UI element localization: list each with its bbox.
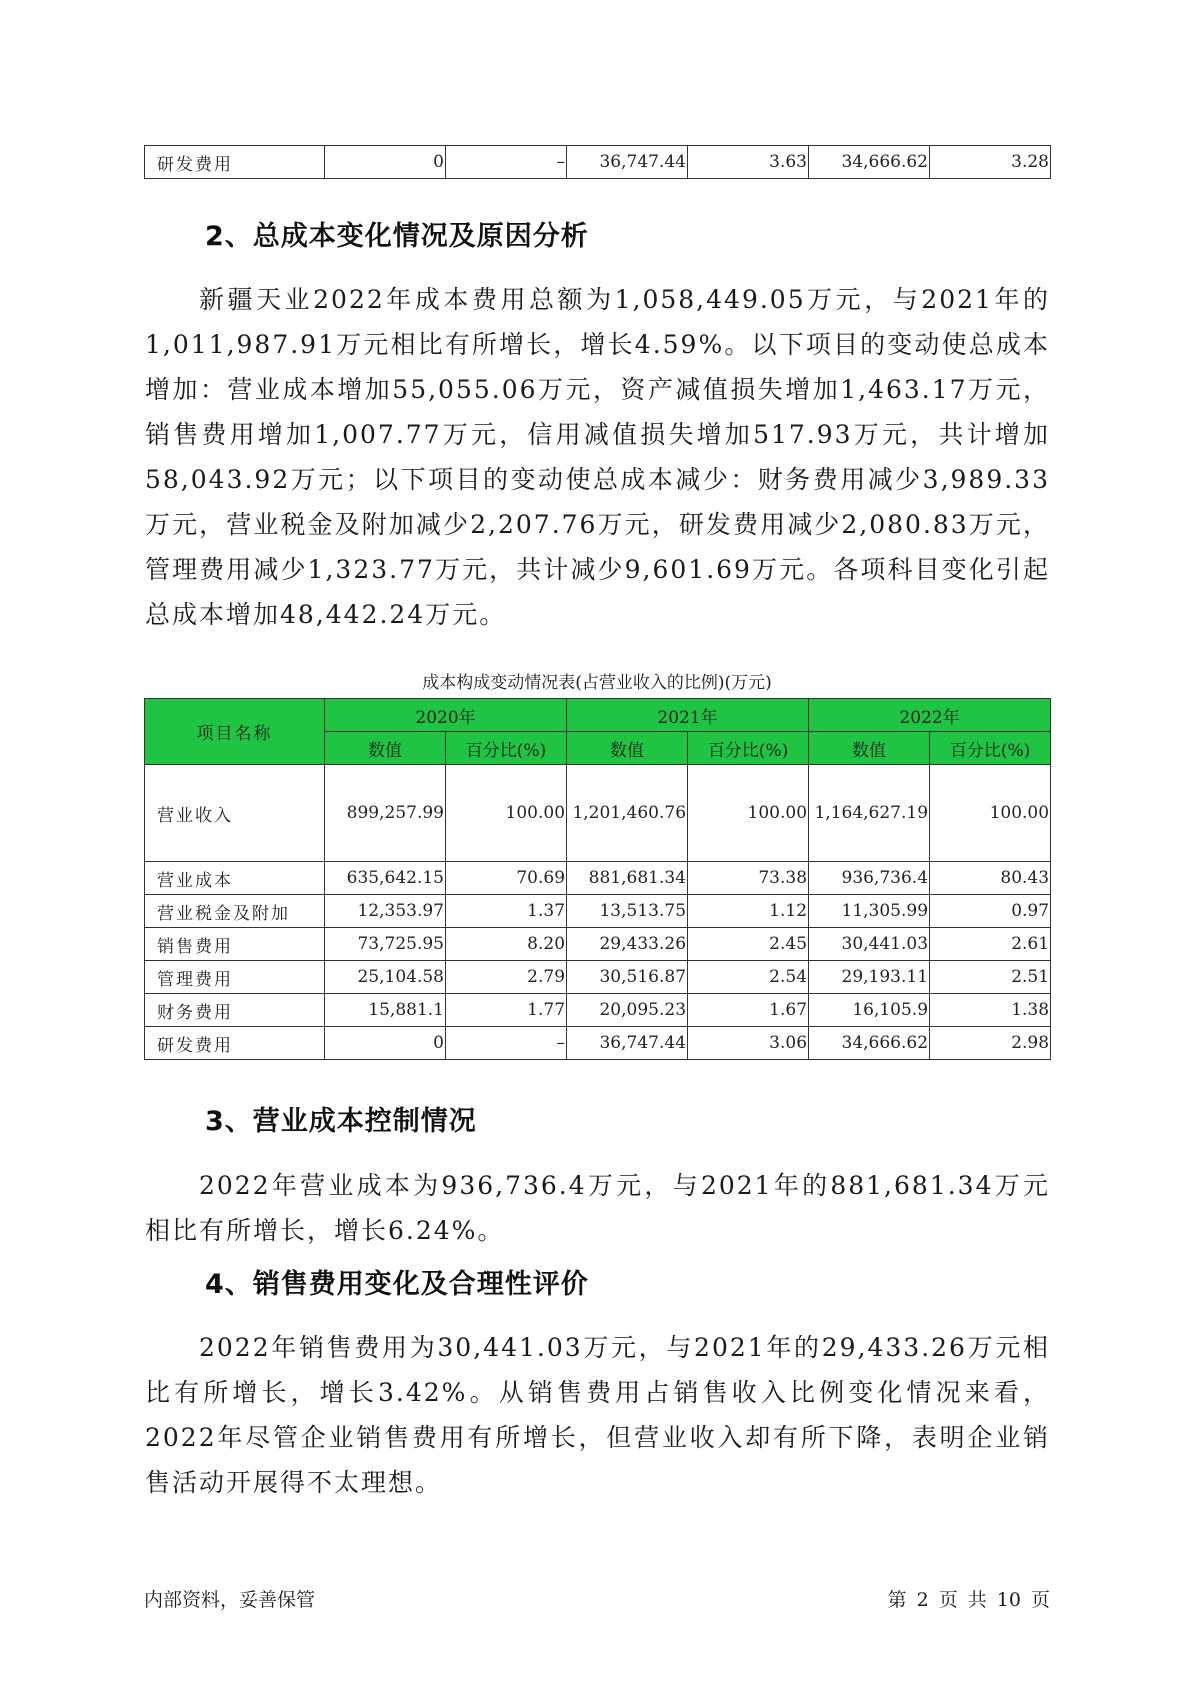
percent-2021: 100.00 bbox=[688, 765, 809, 862]
percent-2020: 100.00 bbox=[446, 765, 567, 862]
value-2020: 635,642.15 bbox=[325, 862, 446, 895]
table-caption: 成本构成变动情况表(占营业收入的比例)(万元) bbox=[422, 673, 772, 693]
value-2021: 36,747.44 bbox=[567, 146, 688, 179]
value-2020: 25,104.58 bbox=[325, 961, 446, 994]
table-row bbox=[145, 862, 1051, 895]
value-2021: 36,747.44 bbox=[567, 1027, 688, 1060]
percent-2022: 0.97 bbox=[930, 895, 1051, 928]
percent-2021: 73.38 bbox=[688, 862, 809, 895]
row-name: 销售费用 bbox=[145, 928, 325, 961]
row-name: 财务费用 bbox=[145, 994, 325, 1027]
footer-page-number: 第 2 页 共 10 页 bbox=[887, 1589, 1050, 1611]
previous-table-last-row bbox=[144, 145, 1051, 179]
percent-2022: 1.38 bbox=[930, 994, 1051, 1027]
value-2021: 881,681.34 bbox=[567, 862, 688, 895]
row-name: 营业成本 bbox=[145, 862, 325, 895]
section-3-heading: 3、营业成本控制情况 bbox=[205, 1106, 477, 1137]
value-2020: 0 bbox=[325, 1027, 446, 1060]
percent-2020: 8.20 bbox=[446, 928, 567, 961]
row-name: 研发费用 bbox=[145, 146, 325, 179]
section-3-paragraph: 2022年营业成本为936,736.4万元，与2021年的881,681.34万元相比有所增长，增长6.24%。 bbox=[145, 1171, 1050, 1245]
header-year-2022: 2022年 bbox=[809, 699, 1051, 732]
percent-2021: 2.45 bbox=[688, 928, 809, 961]
value-2022: 30,441.03 bbox=[809, 928, 930, 961]
percent-2020: – bbox=[446, 1027, 567, 1060]
section-4-paragraph: 2022年销售费用为30,441.03万元，与2021年的29,433.26万元相比有所增长，增长3.42%。从销售费用占销售收入比例变化情况来看，2022年尽管企业销售费用有所增长，但营业收入却有所下降，表明企业销售活动开展得不太理想。 bbox=[145, 1333, 1050, 1497]
percent-2020: 1.77 bbox=[446, 994, 567, 1027]
table-row bbox=[145, 928, 1051, 961]
header-percent: 百分比(%) bbox=[688, 732, 809, 765]
header-year-2021: 2021年 bbox=[567, 699, 809, 732]
value-2021: 20,095.23 bbox=[567, 994, 688, 1027]
value-2022: 1,164,627.19 bbox=[809, 765, 930, 862]
percent-2022: 2.51 bbox=[930, 961, 1051, 994]
section-4-heading: 4、销售费用变化及合理性评价 bbox=[205, 1269, 589, 1300]
table-row bbox=[145, 146, 1051, 179]
value-2021: 30,516.87 bbox=[567, 961, 688, 994]
table-row bbox=[145, 994, 1051, 1027]
percent-2022: 2.98 bbox=[930, 1027, 1051, 1060]
row-name: 研发费用 bbox=[145, 1027, 325, 1060]
header-value: 数值 bbox=[325, 732, 446, 765]
value-2020: 12,353.97 bbox=[325, 895, 446, 928]
table-row bbox=[145, 1027, 1051, 1060]
header-value: 数值 bbox=[809, 732, 930, 765]
row-name: 营业税金及附加 bbox=[145, 895, 325, 928]
value-2022: 29,193.11 bbox=[809, 961, 930, 994]
percent-2022: 3.28 bbox=[930, 146, 1051, 179]
header-value: 数值 bbox=[567, 732, 688, 765]
header-percent: 百分比(%) bbox=[446, 732, 567, 765]
value-2021: 1,201,460.76 bbox=[567, 765, 688, 862]
percent-2020: – bbox=[446, 146, 567, 179]
value-2021: 29,433.26 bbox=[567, 928, 688, 961]
row-name: 营业收入 bbox=[145, 765, 325, 862]
percent-2022: 80.43 bbox=[930, 862, 1051, 895]
table-row bbox=[145, 765, 1051, 862]
cost-structure-table bbox=[144, 698, 1051, 1060]
percent-2021: 3.06 bbox=[688, 1027, 809, 1060]
percent-2021: 3.63 bbox=[688, 146, 809, 179]
section-2-paragraph: 新疆天业2022年成本费用总额为1,058,449.05万元，与2021年的1,011,987.91万元相比有所增长，增长4.59%。以下项目的变动使总成本增加：营业成本增加55,055.06万元，资产减值损失增加1,463.17万元，销售费用增加1,007.77万元，信用减值损失增加517.93万元，共计增加58,043.92万元；以下项目的变动使总成本减少：财务费用减少3,989.33万元，营业税金及附加减少2,207.76万元，研发费用减少2,080.83万元，管理费用减少1,323.77万元，共计减少9,601.69万元。各项科目变化引起总成本增加48,442.24万元。 bbox=[145, 285, 1050, 629]
percent-2020: 2.79 bbox=[446, 961, 567, 994]
section-2-heading: 2、总成本变化情况及原因分析 bbox=[205, 221, 589, 252]
header-item-name: 项目名称 bbox=[145, 699, 325, 765]
table-row bbox=[145, 895, 1051, 928]
row-name: 管理费用 bbox=[145, 961, 325, 994]
percent-2022: 2.61 bbox=[930, 928, 1051, 961]
value-2020: 899,257.99 bbox=[325, 765, 446, 862]
value-2022: 34,666.62 bbox=[809, 146, 930, 179]
header-year-2020: 2020年 bbox=[325, 699, 567, 732]
footer-confidential-note: 内部资料，妥善保管 bbox=[144, 1589, 316, 1611]
percent-2021: 2.54 bbox=[688, 961, 809, 994]
value-2022: 34,666.62 bbox=[809, 1027, 930, 1060]
percent-2021: 1.67 bbox=[688, 994, 809, 1027]
value-2020: 15,881.1 bbox=[325, 994, 446, 1027]
value-2020: 73,725.95 bbox=[325, 928, 446, 961]
value-2021: 13,513.75 bbox=[567, 895, 688, 928]
percent-2021: 1.12 bbox=[688, 895, 809, 928]
table-header-row bbox=[145, 699, 1051, 732]
percent-2022: 100.00 bbox=[930, 765, 1051, 862]
value-2020: 0 bbox=[325, 146, 446, 179]
value-2022: 936,736.4 bbox=[809, 862, 930, 895]
value-2022: 11,305.99 bbox=[809, 895, 930, 928]
table-row bbox=[145, 961, 1051, 994]
percent-2020: 1.37 bbox=[446, 895, 567, 928]
header-percent: 百分比(%) bbox=[930, 732, 1051, 765]
value-2022: 16,105.9 bbox=[809, 994, 930, 1027]
percent-2020: 70.69 bbox=[446, 862, 567, 895]
